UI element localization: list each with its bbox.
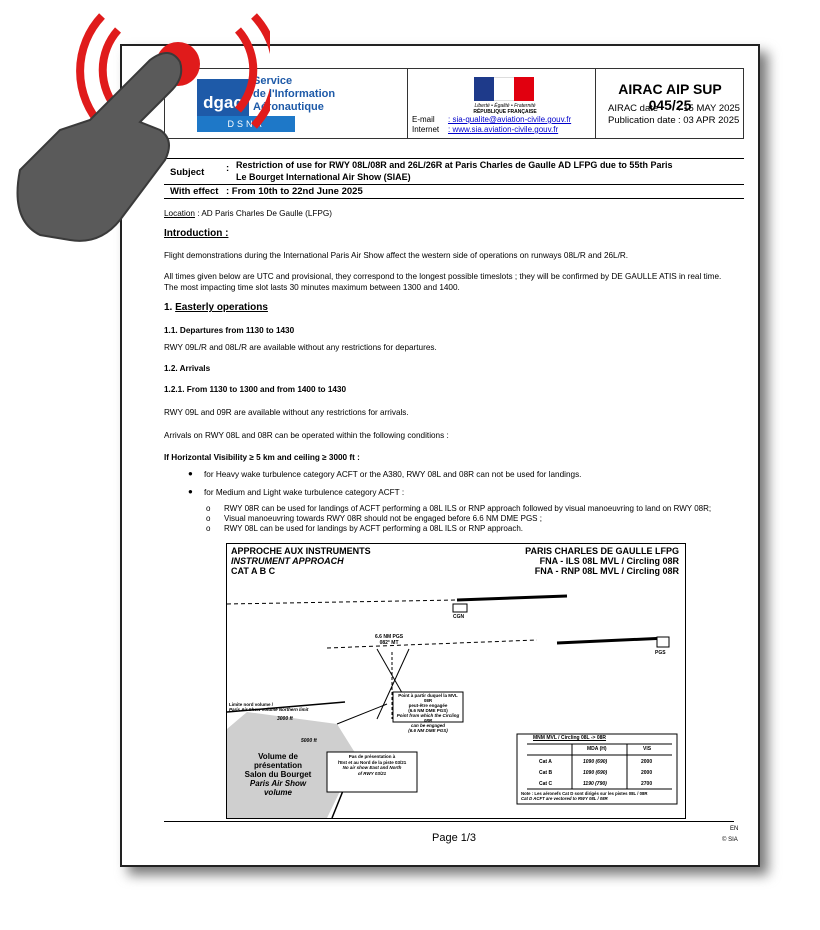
chart-airport: PARIS CHARLES DE GAULLE LFPG [525, 546, 679, 556]
dme-label: 082° MT [379, 640, 399, 646]
minima-table-title: MNM MVL / Circling 08L -> 08R [533, 735, 607, 741]
bullet-item: for Heavy wake turbulence category ACFT or the A380, RWY 08L and 08R can not be used for landings. [204, 470, 582, 479]
bullet-item: for Medium and Light wake turbulence category ACFT : [204, 488, 405, 497]
minima-mda: 1190 (790) [583, 781, 607, 787]
minima-mda: 1090 (690) [583, 770, 608, 776]
limit-label: Paris Air Show volume Northern limit [229, 707, 309, 712]
location-label: Location [164, 209, 195, 218]
effect-dates: : From 10th to 22nd June 2025 [226, 186, 363, 197]
chart-title: APPROCHE AUX INSTRUMENTS [231, 546, 371, 556]
circle-bullet-icon: o [206, 514, 211, 523]
section-number: 1. [164, 302, 176, 313]
intro-paragraph: The most impacting time slot lasts 30 minutes maximum between 1300 and 1400. [164, 283, 460, 292]
section-heading: Easterly operations [175, 302, 268, 313]
cgn-label: CGN [453, 614, 465, 620]
tap-wave [80, 16, 102, 126]
body-text: Arrivals on RWY 08L and 08R can be operated within the following conditions : [164, 431, 449, 440]
approach-chart [226, 543, 686, 819]
chart-title: CAT A B C [231, 566, 276, 576]
circling-point-note: Point à partir duquel la MVL 08R [398, 693, 458, 703]
dsna-logo-text: DSNA [227, 119, 265, 129]
circling-point-note: (6.6 NM DME PGS) [408, 728, 448, 733]
minima-note: Cat D ACFT are vectored to RWY 08L / 08R [521, 796, 608, 801]
subject-label: Subject [170, 167, 205, 178]
volume-label: volume [263, 788, 292, 797]
airac-block [596, 69, 744, 138]
body-text: RWY 09L/R and 08L/R are available without any restrictions for departures. [164, 343, 437, 352]
altitude-label: 5000 ft [301, 738, 317, 744]
airac-date-value: : 15 MAY 2025 [678, 103, 740, 114]
volume-label: Salon du Bourget [244, 770, 312, 779]
page-number: Page 1/3 [432, 832, 477, 844]
sub-bullet-item: RWY 08R can be used for landings of ACFT performing a 08L ILS or RNP approach followed by visual manoeuvring to land on RWY 08R; [224, 504, 712, 513]
dme-label: 6.6 NM PGS [375, 634, 404, 640]
volume-label: Paris Air Show [249, 779, 307, 788]
no-show-note: Pas de présentation à [348, 754, 396, 759]
sub-bullet-item: RWY 08L can be used for landings by ACFT performing a 08L ILS or RNP approach. [224, 524, 523, 533]
email-label: E-mail [412, 115, 435, 124]
publication-date-label: Publication date [608, 115, 676, 126]
effect-label: With effect [170, 186, 219, 197]
minima-note: Note : Les aéronefs Cat D sont dirigés sur les pistes 08L / 08R [521, 791, 648, 796]
publication-date-value: : 03 APR 2025 [678, 115, 740, 126]
minima-vis: 2000 [641, 770, 653, 776]
tap-hand-icon [0, 0, 270, 250]
pgs-beacon-icon [657, 637, 669, 647]
body-text: RWY 09L and 09R are available without any restrictions for arrivals. [164, 408, 409, 417]
subsection-heading: 1.1. Departures from 1130 to 1430 [164, 326, 295, 335]
hand-shape [18, 53, 182, 241]
service-line: de l'Information [253, 88, 336, 100]
approach-track-08l [327, 640, 537, 648]
no-show-note: No air show East and North [342, 765, 402, 770]
minima-vis: 2700 [641, 781, 653, 787]
footer-rule [164, 821, 734, 822]
copyright: © SIA [722, 837, 738, 843]
minima-header: VIS [643, 746, 652, 752]
republic-motto [460, 103, 550, 115]
subject-colon: : [226, 163, 230, 174]
minima-cat: Cat B [539, 770, 553, 776]
minima-cat: Cat A [539, 759, 552, 765]
circling-point-note: peut-être engagée [408, 703, 448, 708]
airac-date-label: AIRAC date [608, 103, 659, 114]
service-line: Service [253, 75, 293, 87]
chart-title: INSTRUMENT APPROACH [231, 556, 344, 566]
chart-procedure: FNA - ILS 08L MVL / Circling 08R [539, 556, 679, 566]
bullet-icon: ● [188, 487, 193, 496]
subject-line: Le Bourget International Air Show (SIAE) [236, 172, 411, 182]
internet-label: Internet [412, 125, 440, 134]
altitude-label: 3000 ft [277, 716, 293, 722]
circle-bullet-icon: o [206, 524, 211, 533]
minima-header: MDA (H) [587, 746, 607, 752]
approach-track-08r [227, 600, 457, 604]
circling-point-note: can be engaged [410, 723, 445, 728]
republic-block [408, 69, 595, 138]
sub-bullet-item: Visual manoeuvring towards RWY 08R should not be engaged before 6.6 NM DME PGS ; [224, 514, 542, 523]
no-show-note: l'Est et au Nord de la piste 03/21 [337, 759, 407, 765]
no-show-note: of RWY 03/21 [357, 770, 387, 776]
intro-paragraph: Flight demonstrations during the International Paris Air Show affect the western side of operations on runways 08L/R and 26L/R. [164, 251, 629, 260]
cgn-beacon-icon [453, 604, 467, 612]
bullet-icon: ● [188, 469, 193, 478]
french-flag-icon [474, 77, 534, 101]
airac-title: AIRAC AIP SUP 045/25 [618, 81, 722, 113]
tap-wave [238, 30, 253, 110]
circling-point-note: Point from which the Circling 08R [396, 713, 460, 723]
subject-line: Restriction of use for RWY 08L/08R and 26L/26R at Paris Charles de Gaulle AD LFPG due to 55th Paris [236, 160, 673, 170]
condition-text: If Horizontal Visibility ≥ 5 km and ceiling ≥ 3000 ft : [164, 453, 360, 462]
circle-bullet-icon: o [206, 504, 211, 513]
limit-label: Limite nord volume / [229, 702, 274, 707]
pgs-label: PGS [655, 650, 666, 656]
language-code: EN [730, 826, 739, 832]
circling-point-note: (6.6 NM DME PGS) [408, 708, 448, 713]
subsection-heading: 1.2.1. From 1130 to 1300 and from 1400 to 1430 [164, 385, 347, 394]
intro-heading: Introduction : [164, 228, 229, 239]
subsection-heading: 1.2. Arrivals [164, 364, 211, 373]
contact-info [412, 115, 571, 135]
minima-mda: 1090 (690) [583, 759, 608, 765]
motto-line: Liberté • Égalité • Fraternité [474, 103, 536, 109]
minima-cat: Cat C [539, 781, 553, 787]
republic-name: RÉPUBLIQUE FRANÇAISE [473, 109, 537, 115]
website-link[interactable]: : www.sia.aviation-civile.gouv.fr [448, 125, 559, 134]
location-text: : AD Paris Charles De Gaulle (LFPG) [194, 209, 332, 218]
dgac-logo-text: dgac [203, 93, 243, 112]
intro-paragraph: All times given below are UTC and provisional, they correspond to the longest possible timeslots ; they will be confirmed by DE GAULLE ATIS in real time. [164, 272, 722, 281]
volume-label: Volume de présentation [253, 752, 302, 770]
email-link[interactable]: : sia-qualite@aviation-civile.gouv.fr [448, 115, 572, 124]
service-line: Aéronautique [253, 101, 324, 113]
minima-vis: 2000 [641, 759, 653, 765]
chart-procedure: FNA - RNP 08L MVL / Circling 08R [534, 566, 679, 576]
runway-08l [557, 638, 667, 643]
runway-08r [457, 596, 567, 600]
